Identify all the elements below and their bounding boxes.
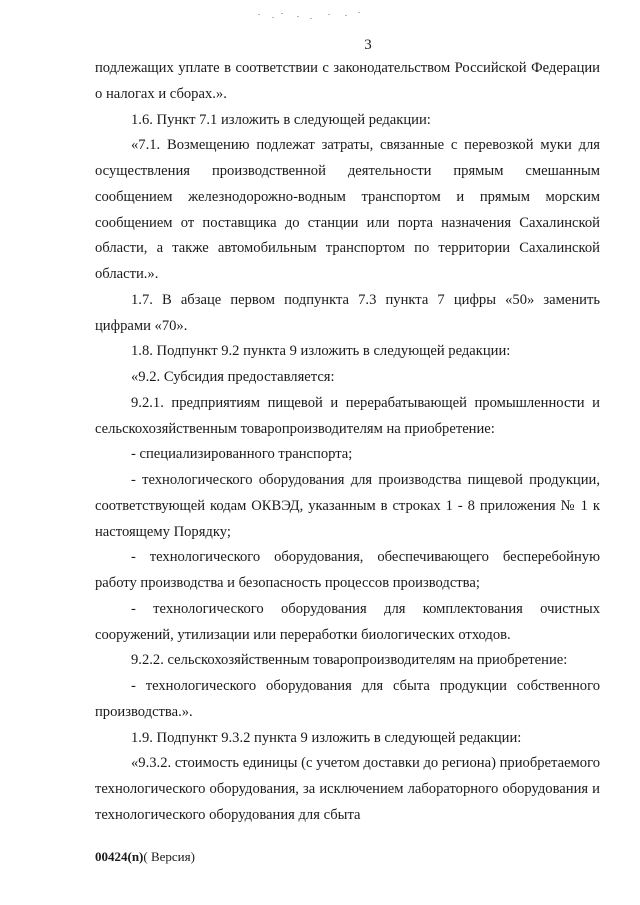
paragraph: - технологического оборудования, обеспечивающего бесперебойную работу производства и безопасность процессов производства; (95, 549, 600, 591)
document-code: 00424(n) (95, 849, 144, 864)
paragraph: 1.6. Пункт 7.1 изложить в следующей редакции: (131, 111, 431, 128)
paragraph: - технологического оборудования для комплектования очистных сооружений, утилизации или переработки биологических отходов. (95, 600, 600, 643)
paragraph: 9.2.1. предприятиям пищевой и перерабатывающей промышленности и сельскохозяйственным товаропроизводителям на приобретение: (95, 394, 600, 437)
paragraph: 1.7. В абзаце первом подпункта 7.3 пункта 7 цифры «50» заменить цифрами «70». (95, 291, 600, 334)
paragraph: 9.2.2. сельскохозяйственным товаропроизводителям на приобретение: (131, 652, 568, 669)
document-footer (95, 849, 195, 865)
paragraph: «9.3.2. стоимость единицы (с учетом доставки до региона) приобретаемого технологического оборудования, за исключением лабораторного оборудования и технологического оборудования для сбыта (95, 755, 600, 823)
paragraph: - технологического оборудования для производства пищевой продукции, соответствующей кодам ОКВЭД, указанным в строках 1 - 8 приложения № 1 к настоящему Порядку; (95, 472, 600, 540)
document-body (95, 56, 600, 829)
paragraph: подлежащих уплате в соответствии с законодательством Российской Федерации о налогах и сборах.». (95, 60, 600, 102)
paragraph: - технологического оборудования для сбыта продукции собственного производства.». (95, 678, 600, 720)
page-number: 3 (364, 37, 372, 53)
document-version: ( Версия) (143, 849, 195, 864)
paragraph: «9.2. Субсидия предоставляется: (131, 369, 335, 385)
paragraph: «7.1. Возмещению подлежат затраты, связанные с перевозкой муки для осуществления производственной деятельности прямым смешанным сообщением железнодорожно-водным транспортом и прямым морским сообщением от поставщика до станции или порта назначения Сахалинской области, а также автомобильным транспортом по территории Сахалинской области.». (95, 137, 600, 282)
paragraph: - специализированного транспорта; (131, 446, 353, 463)
scan-artifact (250, 12, 370, 20)
paragraph: 1.8. Подпункт 9.2 пункта 9 изложить в следующей редакции: (131, 343, 511, 360)
paragraph: 1.9. Подпункт 9.3.2 пункта 9 изложить в следующей редакции: (131, 729, 522, 746)
